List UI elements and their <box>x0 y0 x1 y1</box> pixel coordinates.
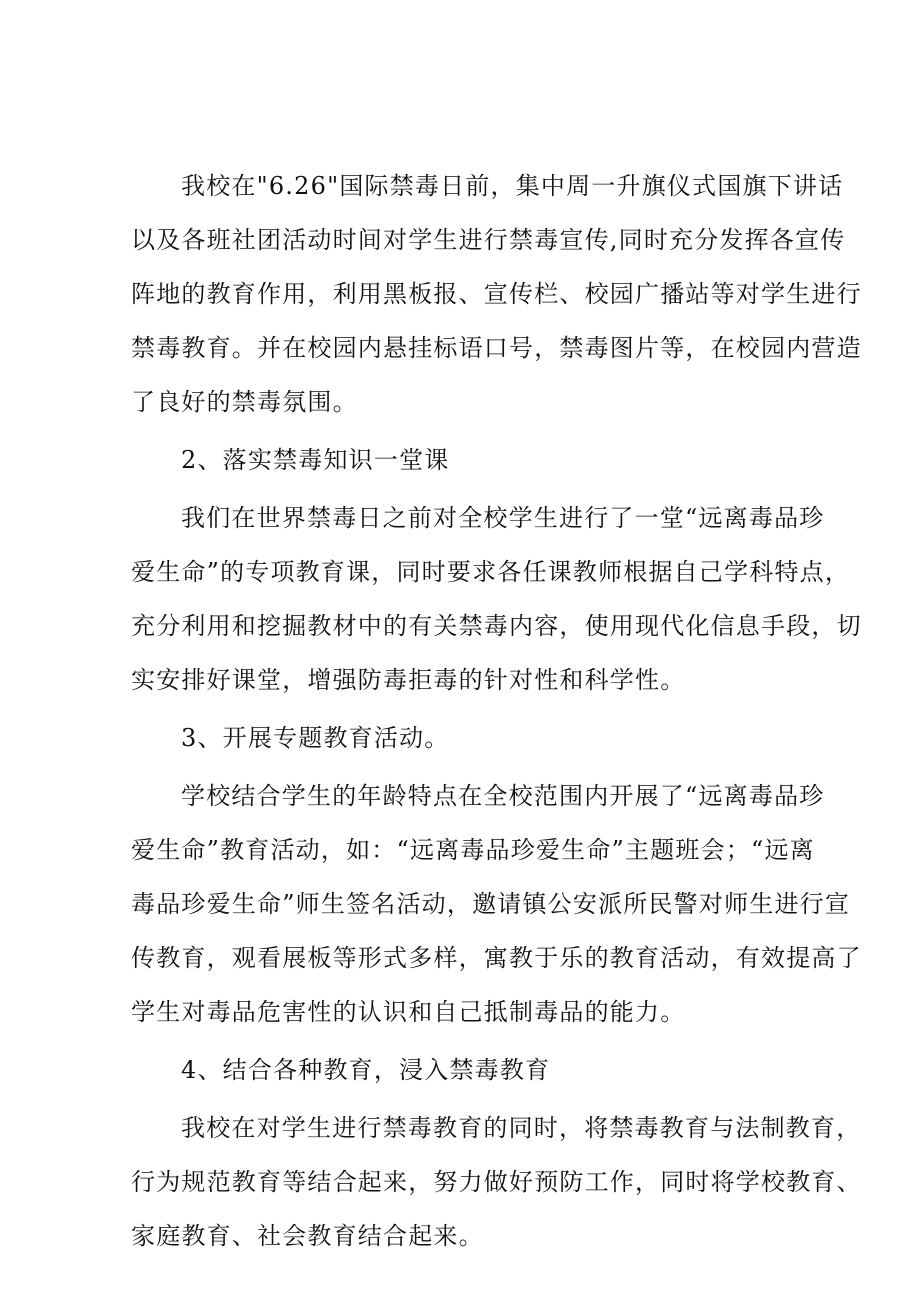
text-line: 行为规范教育等结合起来，努力做好预防工作，同时将学校教育、 <box>131 1168 862 1196</box>
text-line: 阵地的教育作用，利用黑板报、宣传栏、校园广播站等对学生进行 <box>131 280 862 308</box>
text-line: 实安排好课堂，增强防毒拒毒的针对性和科学性。 <box>131 666 686 694</box>
text-line: 爱生命”教育活动，如：“远离毒品珍爱生命”主题班会；“远离 <box>131 836 815 864</box>
text-line: 我们在世界禁毒日之前对全校学生进行了一堂“远离毒品珍 <box>181 504 825 532</box>
text-line: 禁毒教育。并在校园内悬挂标语口号，禁毒图片等，在校园内营造 <box>131 334 862 362</box>
text-line: 爱生命”的专项教育课，同时要求各任课教师根据自己学科特点， <box>131 558 851 586</box>
text-line: 学校结合学生的年龄特点在全校范围内开展了“远离毒品珍 <box>181 782 825 810</box>
text-line: 我校在对学生进行禁毒教育的同时，将禁毒教育与法制教育， <box>181 1114 862 1142</box>
text-line: 学生对毒品危害性的认识和自己抵制毒品的能力。 <box>131 998 686 1026</box>
text-line: 传教育，观看展板等形式多样，寓教于乐的教育活动，有效提高了 <box>131 944 862 972</box>
text-line: 以及各班社团活动时间对学生进行禁毒宣传,同时充分发挥各宣传 <box>131 226 846 254</box>
text-line: 我校在"6.26"国际禁毒日前，集中周一升旗仪式国旗下讲话 <box>181 172 844 200</box>
text-line: 了良好的禁毒氛围。 <box>131 388 358 416</box>
text-line: 毒品珍爱生命”师生签名活动，邀请镇公安派所民警对师生进行宣 <box>131 890 851 918</box>
text-line: 充分利用和挖掘教材中的有关禁毒内容，使用现代化信息手段，切 <box>131 612 862 640</box>
section-heading-2: 2、落实禁毒知识一堂课 <box>181 446 450 474</box>
section-heading-3: 3、开展专题教育活动。 <box>181 724 450 752</box>
section-heading-4: 4、结合各种教育，浸入禁毒教育 <box>181 1056 551 1084</box>
text-line: 家庭教育、社会教育结合起来。 <box>131 1222 484 1250</box>
